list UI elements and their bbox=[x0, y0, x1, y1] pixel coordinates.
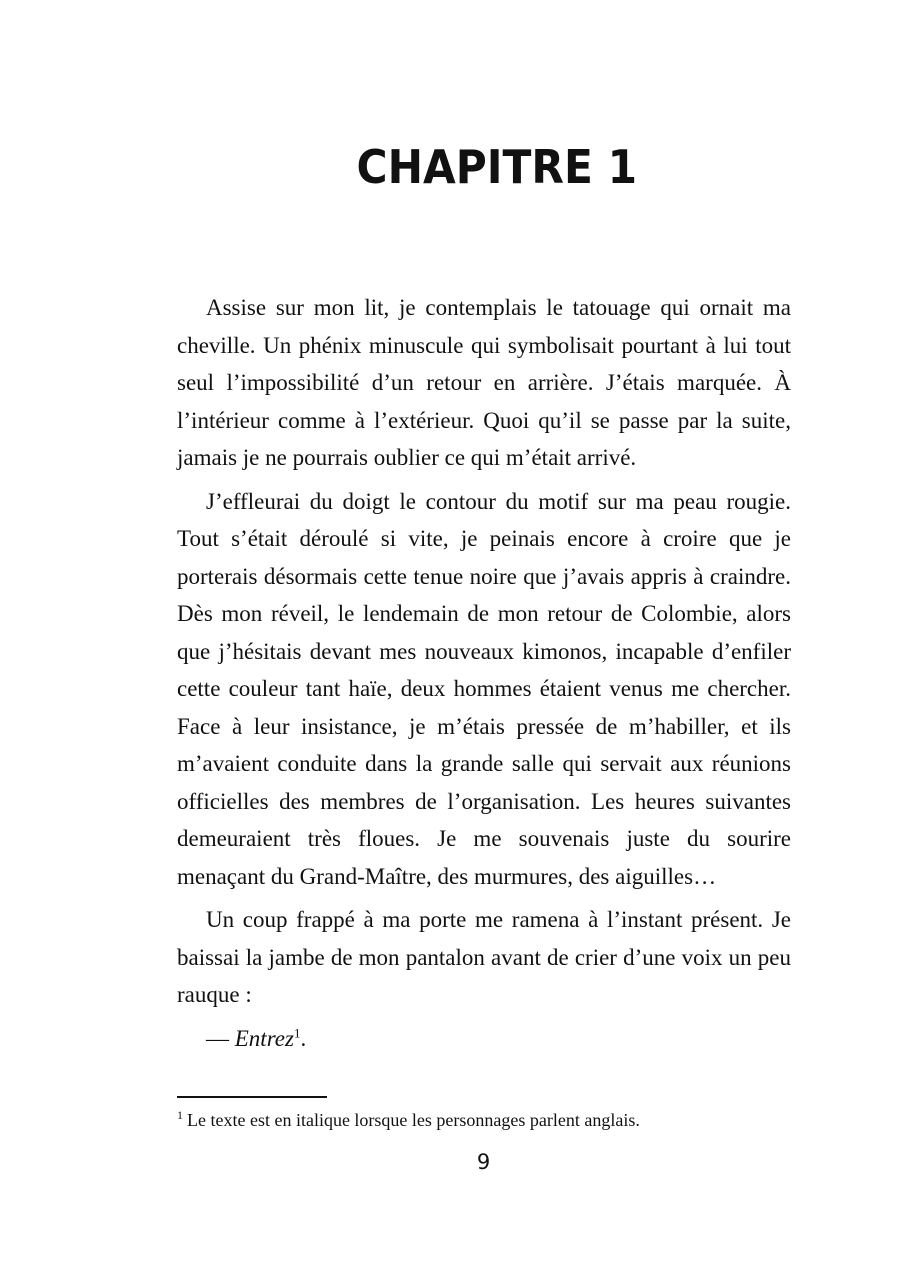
dialogue-end: . bbox=[300, 1025, 307, 1051]
dialogue-dash: — bbox=[206, 1025, 235, 1051]
footnote-reference: 1 bbox=[293, 1024, 301, 1040]
footnote-marker: 1 bbox=[177, 1108, 183, 1122]
paragraph: Assise sur mon lit, je contemplais le tatouage qui ornait ma cheville. Un phénix minuscule qui symbolisait pourtant à lui tout seul l’impossibilité d’un retour en arrière. J’étais marquée. À l’intérieur comme à l’extérieur. Quoi qu’il se passe par la suite, jamais je ne pourrais oublier ce qui m’était arrivé. bbox=[177, 295, 791, 470]
dialogue-word: Entrez bbox=[234, 1025, 294, 1051]
paragraph: Un coup frappé à ma porte me ramena à l’instant présent. Je baissai la jambe de mon pantalon avant de crier d’une voix un peu rauque : bbox=[177, 907, 791, 1007]
footnote-text: Le texte est en italique lorsque les personnages parlent anglais. bbox=[187, 1110, 640, 1130]
body-text bbox=[177, 289, 791, 1057]
paragraph: J’effleurai du doigt le contour du motif sur ma peau rougie. Tout s’était déroulé si vite, je peinais encore à croire que je porterais désormais cette tenue noire que j’avais appris à craindre. Dès mon réveil, le lendemain de mon retour de Colombie, alors que j’hésitais devant mes nouveaux kimonos, incapable d’enfiler cette couleur tant haïe, deux hommes étaient venus me chercher. Face à leur insistance, je m’étais pressée de m’habiller, et ils m’avaient conduite dans la grande salle qui servait aux réunions officielles des membres de l’organisation. Les heures suivantes demeuraient très floues. Je me souvenais juste du sourire menaçant du Grand-Maître, des murmures, des aiguilles… bbox=[177, 488, 791, 889]
footnote-divider bbox=[177, 1096, 327, 1098]
footnote bbox=[177, 1108, 791, 1132]
chapter-title: CHAPITRE 1 bbox=[356, 140, 638, 194]
dialogue-line bbox=[177, 1020, 791, 1058]
page-number: 9 bbox=[476, 1150, 491, 1174]
